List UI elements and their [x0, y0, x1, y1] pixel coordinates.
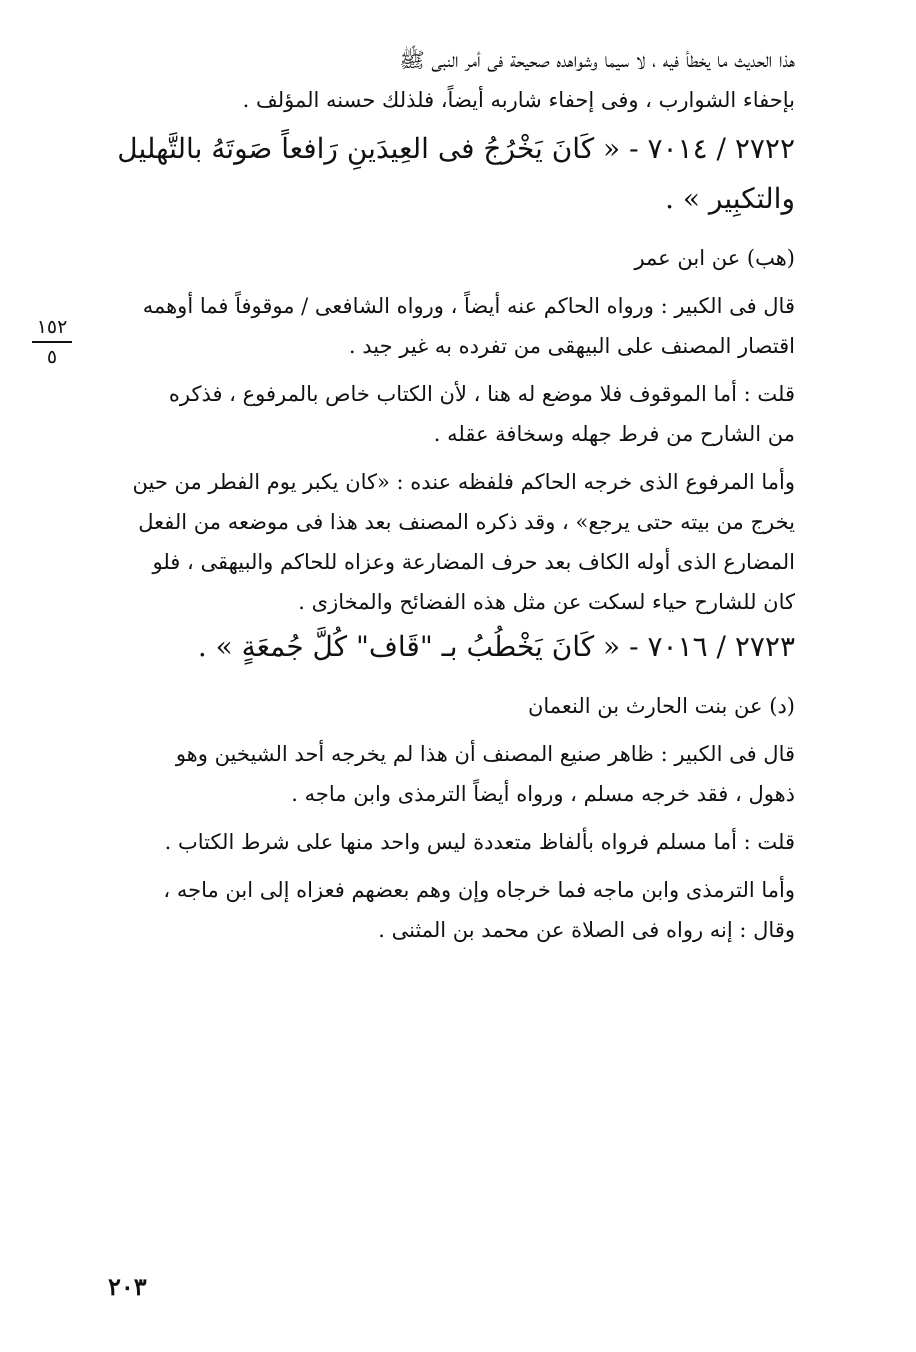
text-line: بإحفاء الشوارب ، وفى إحفاء شاربه أيضاً، فلذلك حسنه المؤلف .: [242, 88, 795, 112]
hadith-text-line: والتكبِير » .: [665, 182, 795, 215]
hadith-source-2723: (د) عن بنت الحارث بن النعمان: [527, 694, 795, 718]
text-line: من الشارح من فرط جهله وسخافة عقله .: [433, 422, 795, 446]
paragraph-kabir-2: [80, 734, 795, 814]
paragraph-qultu-1: [80, 374, 795, 454]
text-line: وأما الترمذى وابن ماجه فما خرجاه وإن وهم بعضهم فعزاه إلى ابن ماجه ،: [163, 878, 795, 902]
hadith-source-2722: (هب) عن ابن عمر: [634, 246, 795, 270]
hadith-2723: ٢٧٢٣ / ٧٠١٦ - « كَانَ يَخْطُبُ بـ "قَاف" كُلَّ جُمعَةٍ » .: [197, 630, 795, 663]
text-line: وقال : إنه رواه فى الصلاة عن محمد بن المثنى .: [378, 918, 795, 942]
hadith-2722: [80, 124, 795, 224]
text-line: قال فى الكبير : ظاهر صنيع المصنف أن هذا لم يخرجه أحد الشيخين وهو: [175, 742, 795, 766]
paragraph-kabir-1: [80, 286, 795, 366]
text-line: قلت : أما الموقوف فلا موضع له هنا ، لأن الكتاب خاص بالمرفوع ، فذكره: [168, 382, 795, 406]
text-line: ذهول ، فقد خرجه مسلم ، ورواه أيضاً الترمذى وابن ماجه .: [291, 782, 795, 806]
text-line: المضارع الذى أوله الكاف بعد حرف المضارعة وعزاه للحاكم والبيهقى ، فلو: [152, 550, 795, 574]
margin-ref-volume: ١٥٢: [36, 316, 68, 338]
text-line: قال فى الكبير : ورواه الحاكم عنه أيضاً ، ورواه الشافعى / موقوفاً فما أوهمه: [142, 294, 795, 318]
text-line: وأما المرفوع الذى خرجه الحاكم فلفظه عنده : «كان يكبر يوم الفطر من حين: [132, 470, 795, 494]
text-line: هذا الحديث ما يخطأ فيه ، لا سيما وشواهده صحيحة فى أمر النبى ﷺ: [399, 48, 795, 72]
margin-ref-divider: [32, 341, 72, 343]
margin-reference: [26, 316, 78, 368]
text-line: يخرج من بيته حتى يرجع» ، وقد ذكره المصنف بعد هذا فى موضعه من الفعل: [138, 510, 795, 534]
text-line: قلت : أما مسلم فرواه بألفاظ متعددة ليس واحد منها على شرط الكتاب .: [164, 830, 795, 854]
paragraph-tirmidhi: [80, 870, 795, 950]
text-line: اقتصار المصنف على البيهقى من تفرده به غير جيد .: [348, 334, 795, 358]
text-line: كان للشارح حياء لسكت عن مثل هذه الفضائح والمخازى .: [298, 590, 795, 614]
paragraph-qultu-2: [80, 822, 795, 862]
page-body: [80, 40, 795, 950]
page-number: ٢٠٣: [108, 1272, 147, 1301]
paragraph-intro: [80, 40, 795, 120]
margin-ref-page: ٥: [46, 346, 58, 368]
paragraph-marfu: [80, 462, 795, 622]
hadith-text-line: ٢٧٢٢ / ٧٠١٤ - « كَانَ يَخْرُجُ فى العِيدَينِ رَافعاً صَوتَهُ بالتَّهليل: [117, 132, 795, 165]
